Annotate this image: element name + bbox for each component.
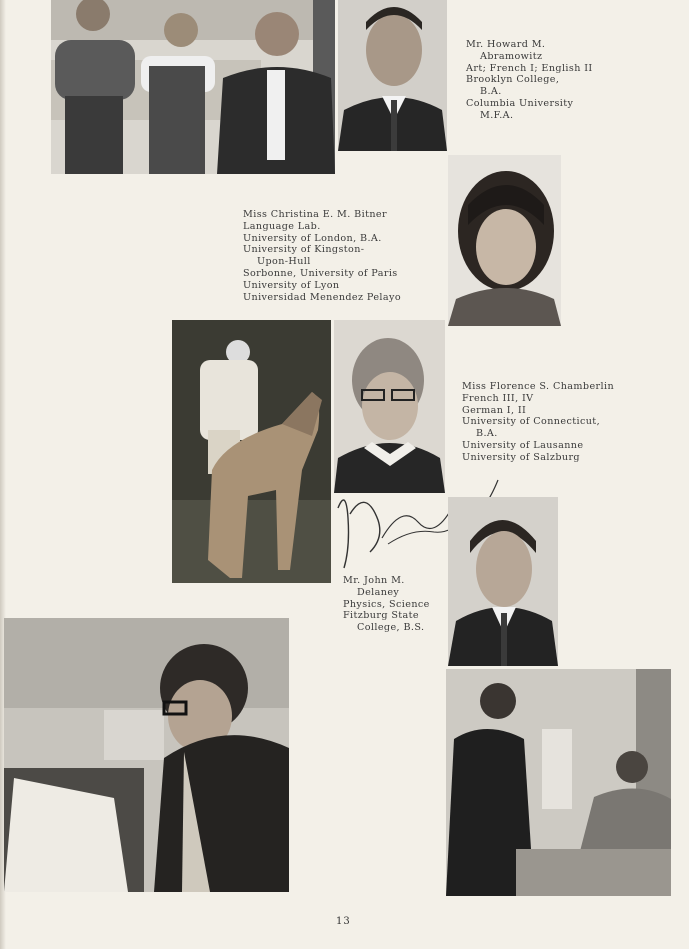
- caption-line: University of Lausanne: [462, 439, 584, 451]
- caption-line: B.A.: [480, 86, 502, 98]
- caption-line: University of Lyon: [243, 279, 340, 291]
- caption-line: Mr. Howard M.: [466, 39, 546, 50]
- caption-line: Columbia University: [466, 97, 574, 109]
- caption-bitner: [243, 209, 401, 303]
- caption-line: University of Kingston-: [243, 244, 365, 256]
- portrait-bitner: [448, 155, 561, 326]
- caption-line: French III, IV: [462, 392, 534, 404]
- caption-line: Fitzburg State: [343, 610, 420, 622]
- caption-line: B.A.: [476, 428, 498, 440]
- caption-line: German I, II: [462, 404, 527, 416]
- caption-line: Abramowitz: [480, 50, 543, 62]
- page-number: 13: [336, 916, 351, 927]
- caption-line: Miss Christina E. M. Bitner: [243, 209, 387, 220]
- caption-line: Miss Florence S. Chamberlin: [462, 381, 615, 392]
- reading-photo: [4, 618, 289, 892]
- caption-line: Language Lab.: [243, 220, 321, 232]
- lab-photo: [446, 669, 671, 896]
- caption-line: Delaney: [357, 586, 400, 598]
- portrait-delaney: [448, 497, 558, 666]
- caption-line: Universidad Menendez Pelayo: [243, 291, 402, 303]
- caption-line: University of Salzburg: [462, 451, 580, 463]
- caption-line: Art; French I; English II: [466, 62, 593, 74]
- caption-line: Upon-Hull: [257, 256, 311, 268]
- caption-line: Brooklyn College,: [466, 74, 560, 86]
- caption-line: College, B.S.: [357, 622, 425, 634]
- caption-delaney: [343, 575, 430, 634]
- caption-line: Physics, Science: [343, 598, 430, 610]
- caption-line: University of London, B.A.: [243, 232, 382, 244]
- portrait-abramowitz: [338, 0, 447, 151]
- caption-line: Sorbonne, University of Paris: [243, 267, 398, 279]
- caption-line: M.F.A.: [480, 109, 514, 121]
- caption-abramowitz: [466, 39, 593, 122]
- caption-line: Mr. John M.: [343, 575, 405, 586]
- caption-line: University of Connecticut,: [462, 416, 601, 428]
- caption-chamberlin: [462, 381, 614, 464]
- family-photo: [51, 0, 335, 174]
- horseback-photo: [172, 320, 331, 583]
